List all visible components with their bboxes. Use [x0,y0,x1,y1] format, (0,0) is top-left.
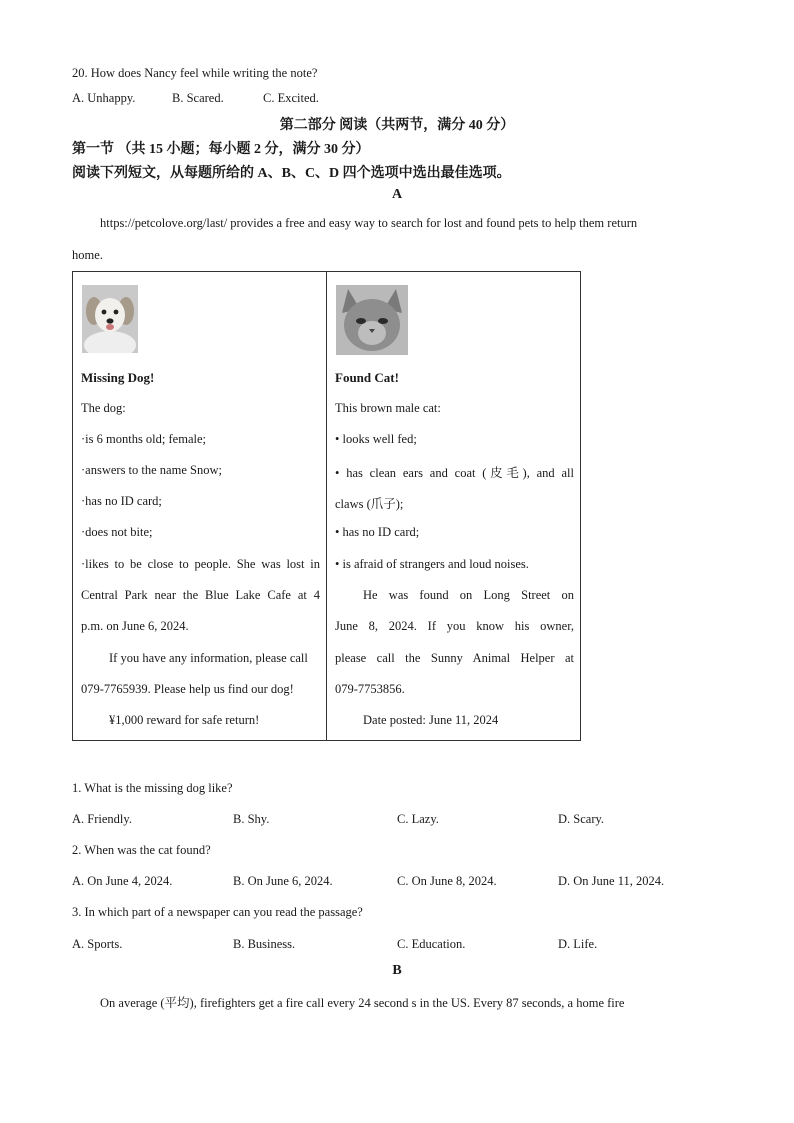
passage-b-letter: B [392,963,402,978]
missing-dog-notice [73,272,327,741]
passage-a-intro-cont: home. [72,248,103,262]
option-d: D. Scary. [558,812,605,826]
cat-line: please call the Sunny Animal Helper at [335,651,574,665]
dog-photo [82,285,138,353]
option-b: B. On June 6, 2024. [233,874,333,888]
dog-reward: ¥1,000 reward for safe return! [109,713,260,727]
found-cat-title: Found Cat! [335,370,399,385]
cat-line: claws (爪子); [335,497,404,511]
cat-line: June 8, 2024. If you know his owner, [335,619,574,633]
cat-line: This brown male cat: [335,401,441,415]
cat-line: • has no ID card; [335,525,420,539]
option-c: C. On June 8, 2024. [397,874,497,888]
option-b: B. Scared. [172,91,224,105]
option-b: B. Business. [233,937,296,951]
option-d: D. Life. [558,937,598,951]
passage-a-letter: A [391,187,403,202]
pet-notices-table [72,271,581,741]
passage-a-intro: https://petcolove.org/last/ provides a free and easy way to search for lost and found pets to help them return [100,216,638,230]
dog-line: 079-7765939. Please help us find our dog! [81,682,294,696]
cat-line: • has clean ears and coat (皮毛), and all [335,466,574,480]
reading-instruction: 阅读下列短文，从每题所给的 A、B、C、D 四个选项中选出最佳选项。 [72,166,511,181]
dog-line: Central Park near the Blue Lake Cafe at 4 [81,588,320,602]
question-20-options [72,91,752,109]
option-c: C. Excited. [263,91,319,105]
cat-line: 079-7753856. [335,682,405,696]
dog-line: ·likes to be close to people. She was lost in [81,557,320,571]
option-a: A. Friendly. [72,812,132,826]
dog-line: If you have any information, please call [109,651,308,665]
question-3: 3. In which part of a newspaper can you read the passage? [72,905,363,919]
cat-line: He was found on Long Street on [363,588,574,602]
option-a: A. Unhappy. [72,91,136,105]
option-c: C. Education. [397,937,466,951]
question-3-options [72,937,752,955]
question-1-options [72,812,752,830]
question-2: 2. When was the cat found? [72,843,211,857]
dog-line: ·answers to the name Snow; [81,463,222,477]
section-one-heading: 第一节 （共 15 小题；每小题 2 分，满分 30 分） [72,142,370,157]
cat-date-posted: Date posted: June 11, 2024 [363,713,499,727]
question-1: 1. What is the missing dog like? [72,781,233,795]
dog-line: ·has no ID card; [81,494,162,508]
dog-line: p.m. on June 6, 2024. [81,619,189,633]
cat-photo [336,285,408,355]
option-b: B. Shy. [233,812,270,826]
dog-line: The dog: [81,401,126,415]
missing-dog-title: Missing Dog! [81,370,155,385]
dog-line: ·does not bite; [81,525,153,539]
passage-b-text: On average (平均), firefighters get a fire call every 24 second s in the US. Every 87 seconds, a home fire [100,996,625,1010]
cat-line: • looks well fed; [335,432,417,446]
found-cat-notice [327,272,581,741]
dog-line: ·is 6 months old; female; [81,432,206,446]
option-a: A. Sports. [72,937,123,951]
option-a: A. On June 4, 2024. [72,874,173,888]
part-two-heading: 第二部分 阅读（共两节，满分 40 分） [279,118,515,133]
question-2-options [72,874,752,892]
question-20: 20. How does Nancy feel while writing the note? [72,66,318,80]
option-d: D. On June 11, 2024. [558,874,665,888]
cat-line: • is afraid of strangers and loud noises. [335,557,529,571]
option-c: C. Lazy. [397,812,439,826]
